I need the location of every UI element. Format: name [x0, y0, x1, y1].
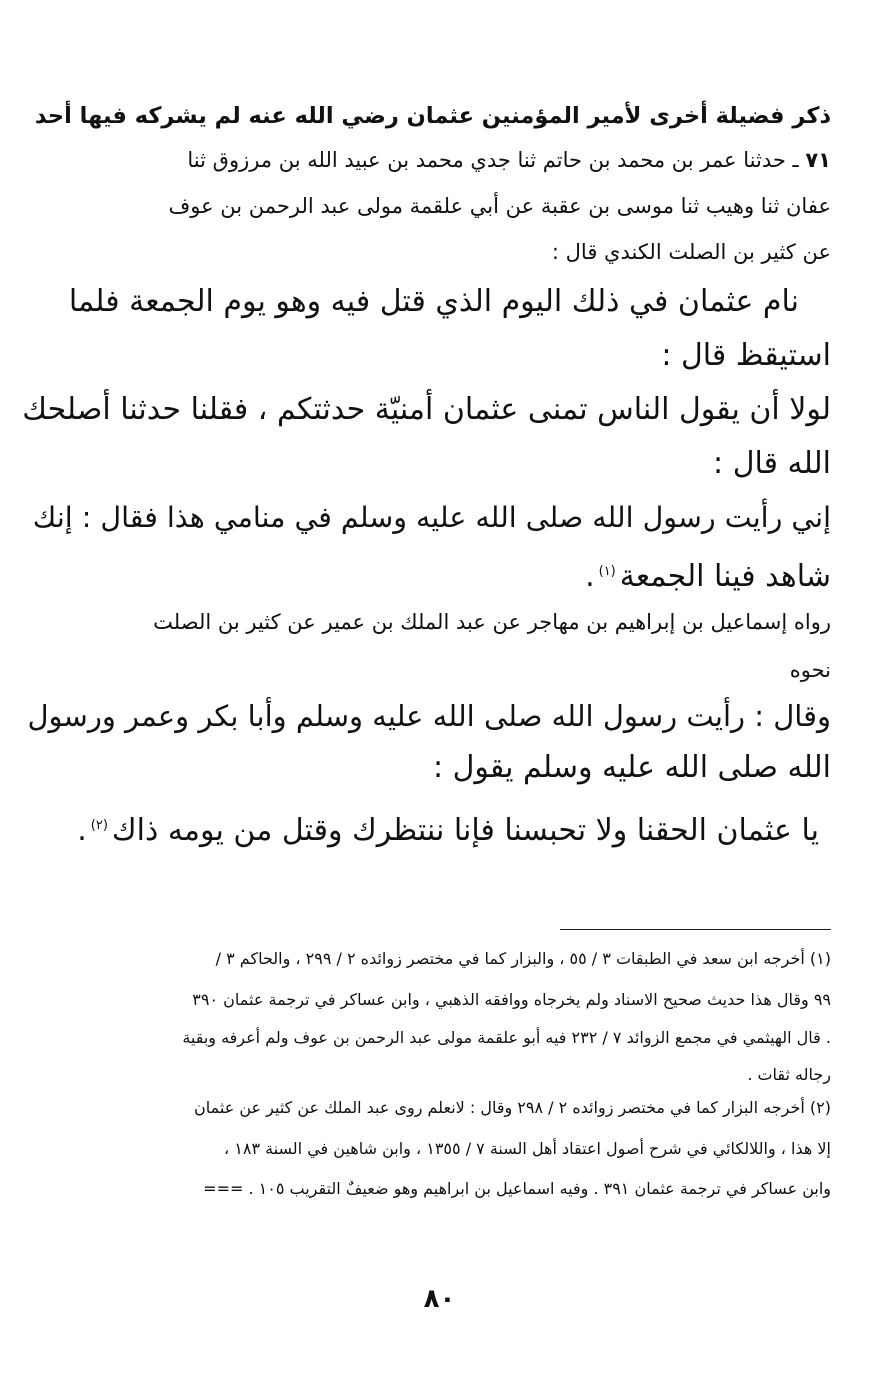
period-1: . [585, 559, 595, 594]
period-2: . [77, 813, 87, 848]
footnote-line-6: إلا هذا ، واللالكائي في شرح أصول اعتقاد أهل السنة ٧ / ١٣٥٥ ، وابن شاهين في السنة ١٨٣ ، [224, 1139, 831, 1158]
footnote-ref-2[interactable]: (٢) [90, 818, 108, 833]
isnad-line-2: عفان ثنا وهيب ثنا موسى بن عقبة عن أبي علقمة مولى عبد الرحمن بن عوف [168, 194, 831, 218]
isnad-text-1: ـ حدثنا عمر بن محمد بن حاتم ثنا جدي محمد بن عبيد الله بن مرزوق ثنا [187, 148, 799, 172]
footnote-line-3: . قال الهيثمي في مجمع الزوائد ٧ / ٢٣٢ فيه أبو علقمة مولى عبد الرحمن بن عوف ولم أعرفه وبقية [182, 1028, 831, 1047]
footnote-ref-1[interactable]: (١) [598, 564, 616, 579]
hadith-number: ٧١ [805, 148, 831, 172]
isnad-line-1 [20, 140, 831, 180]
page-number: ٨٠ [423, 1284, 456, 1314]
footnote-line-1: (١) أخرجه ابن سعد في الطبقات ٣ / ٥٥ ، والبزار كما في مختصر زوائده ٢ / ٢٩٩ ، والحاكم ٣ / [215, 949, 831, 968]
riwaya-line-1: رواه إسماعيل بن إبراهيم بن مهاجر عن عبد الملك بن عمير عن كثير بن الصلت [153, 610, 831, 634]
matn-line-3: لولا أن يقول الناس تمنى عثمان أمنيّة حدثتكم ، فقلنا حدثنا أصلحك [22, 392, 831, 427]
riwaya-line-2: نحوه [789, 658, 831, 682]
matn-line-2: استيقظ قال : [661, 338, 831, 373]
footnote-line-5: (٢) أخرجه البزار كما في مختصر زوائده ٢ / ٢٩٨ وقال : لانعلم روى عبد الملك عن كثير عن عثمان [194, 1098, 831, 1117]
footnote-line-7: وابن عساكر في ترجمة عثمان ٣٩١ . وفيه اسماعيل بن ابراهيم وهو ضعيفٌ التقريب ١٠٥ . === [203, 1179, 831, 1198]
matn-line-9 [20, 800, 819, 857]
matn-text-6: شاهد فينا الجمعة [619, 559, 831, 594]
matn-line-1: نام عثمان في ذلك اليوم الذي قتل فيه وهو يوم الجمعة فلما [68, 284, 799, 319]
isnad-line-3: عن كثير بن الصلت الكندي قال : [551, 240, 831, 264]
matn-line-7: وقال : رأيت رسول الله صلى الله عليه وسلم وأبا بكر وعمر ورسول [27, 699, 831, 733]
matn-line-5: إني رأيت رسول الله صلى الله عليه وسلم في منامي هذا فقال : إنك [32, 501, 831, 534]
matn-line-8: الله صلى الله عليه وسلم يقول : [432, 750, 831, 785]
matn-line-6 [20, 546, 831, 603]
footnote-divider [560, 929, 831, 930]
matn-text-9: يا عثمان الحقنا ولا تحبسنا فإنا ننتظرك وقتل من يومه ذاك [111, 813, 819, 848]
footnote-line-4: رجاله ثقات . [747, 1065, 831, 1084]
matn-line-4: الله قال : [713, 446, 831, 481]
footnote-line-2: ٩٩ وقال هذا حديث صحيح الاسناد ولم يخرجاه ووافقه الذهبي ، وابن عساكر في ترجمة عثمان ٣٩٠ [192, 990, 831, 1009]
section-heading: ذكر فضيلة أخرى لأمير المؤمنين عثمان رضي الله عنه لم يشركه فيها أحد [34, 103, 831, 129]
